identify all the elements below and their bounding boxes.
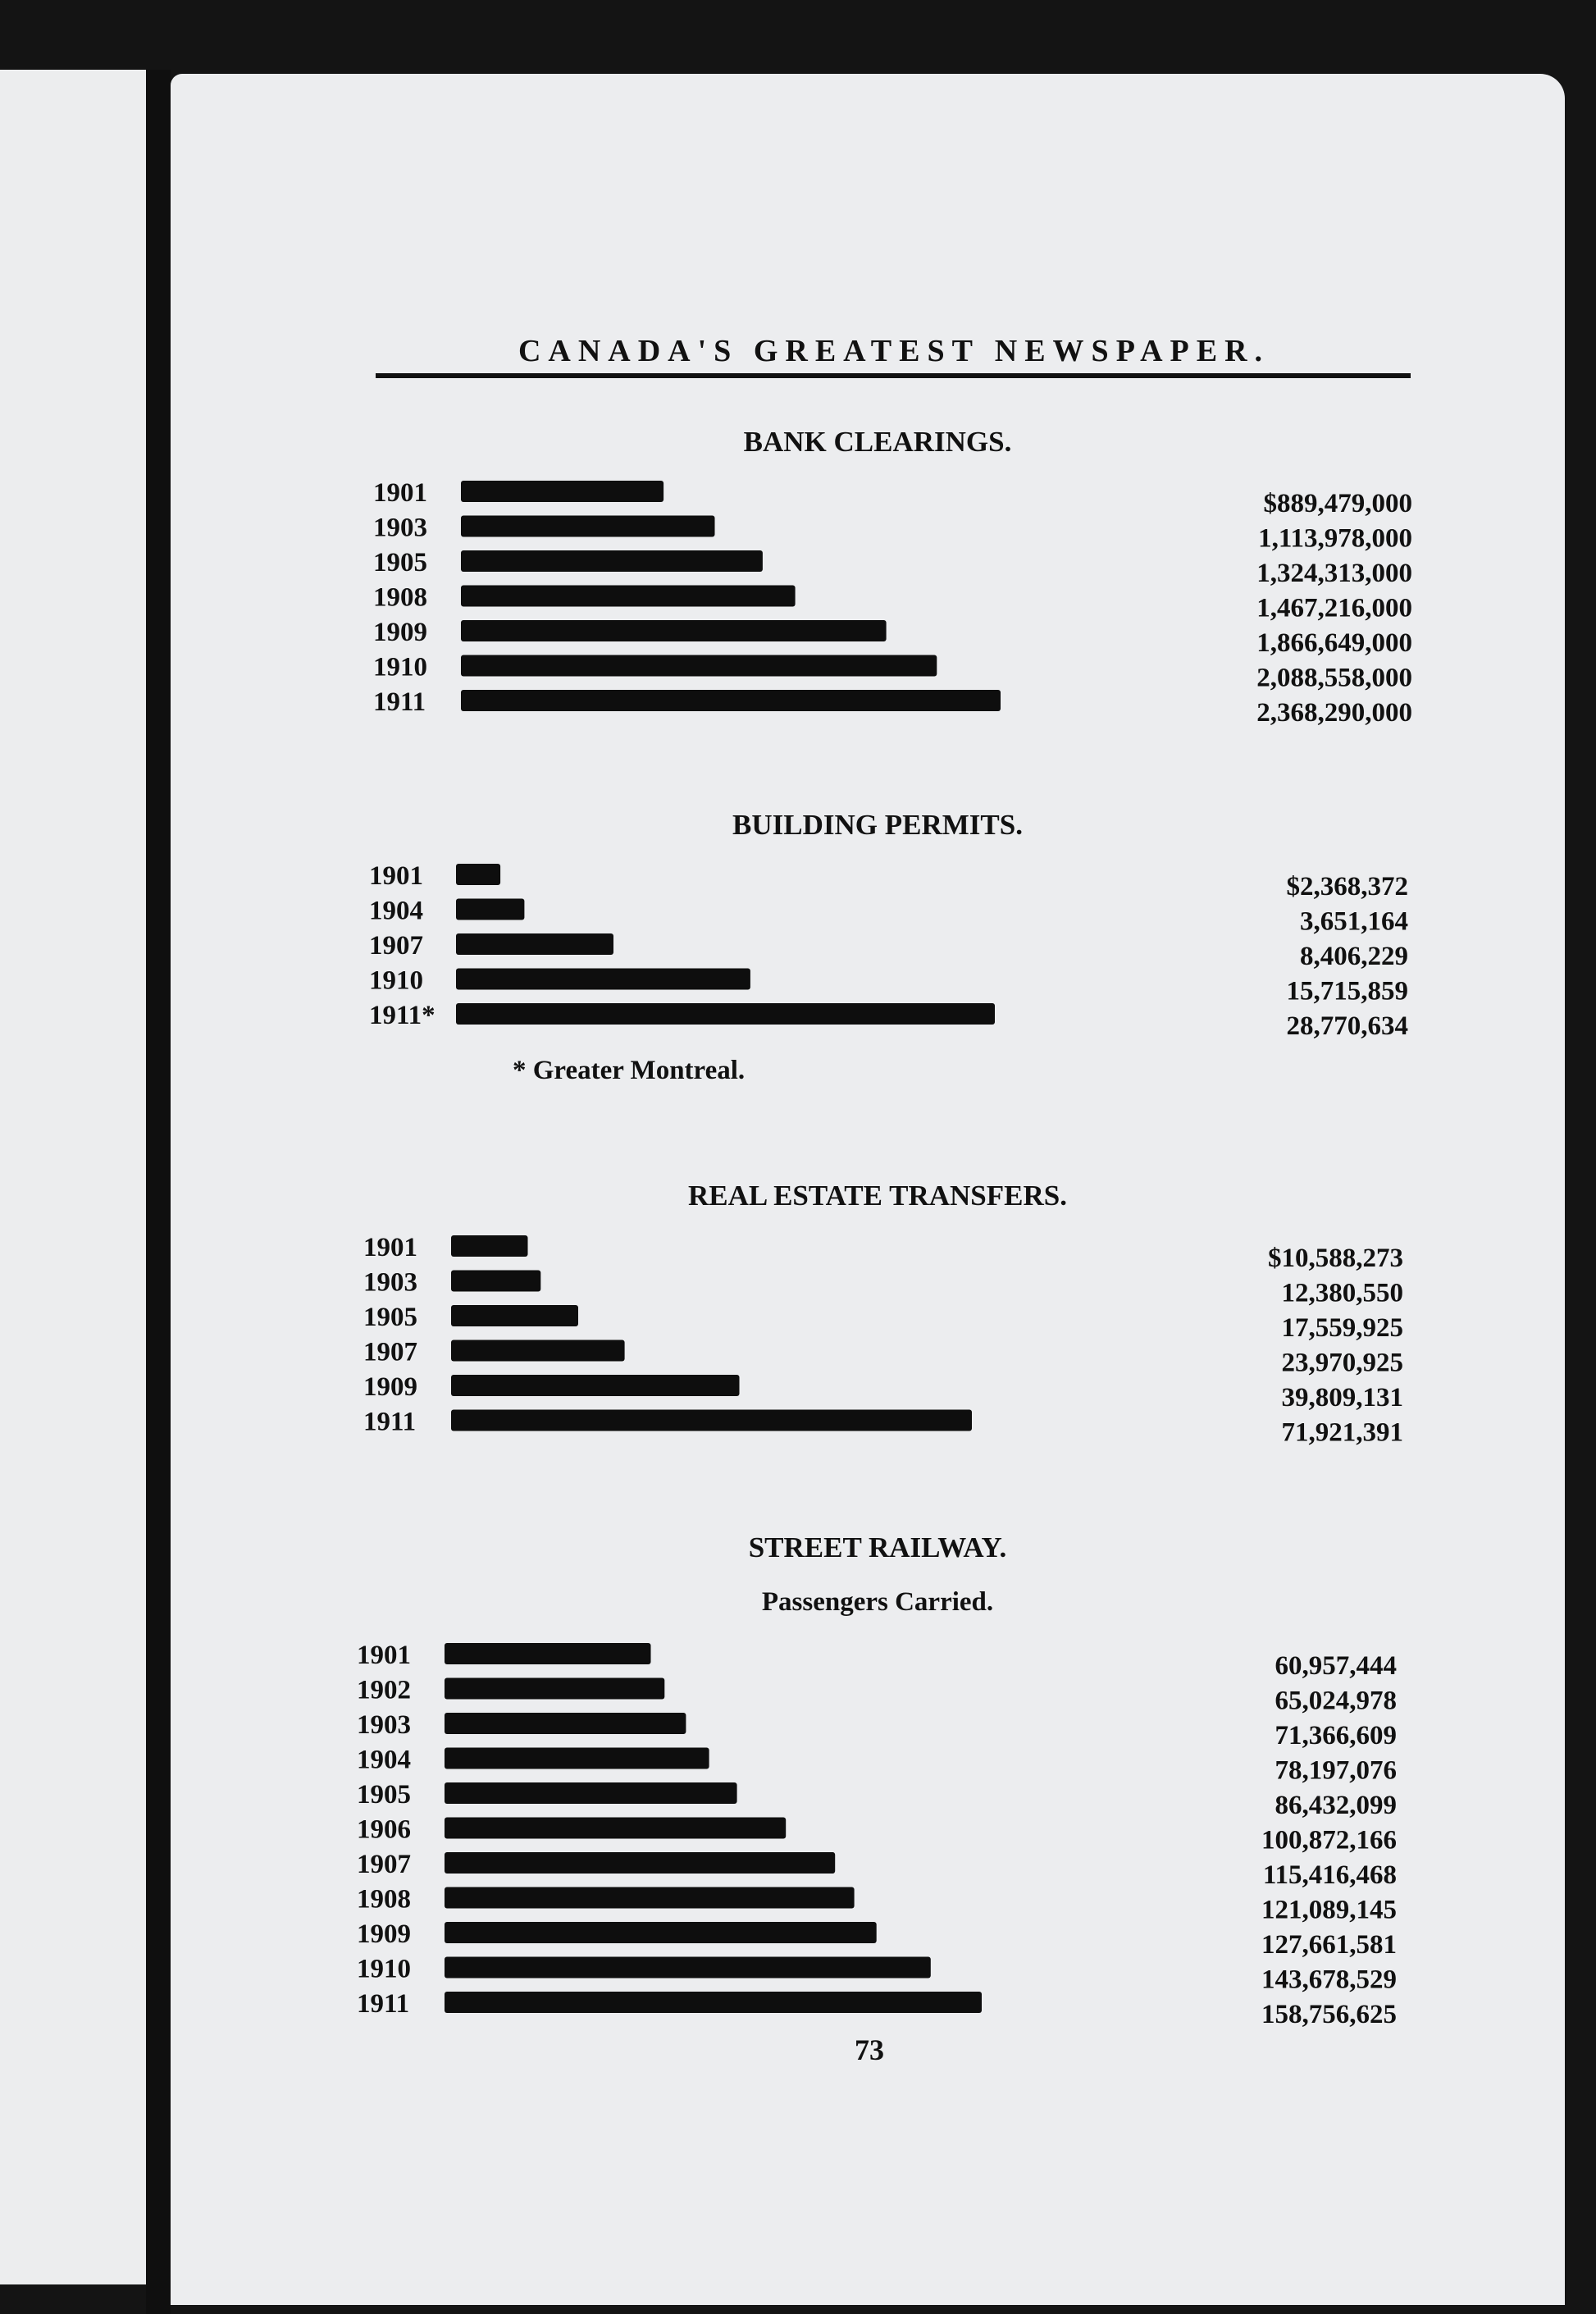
category-label: 1910	[369, 965, 423, 996]
category-label: 1908	[357, 1884, 411, 1915]
value-label: 2,368,290,000	[1256, 698, 1412, 728]
value-label: 158,756,625	[1261, 2000, 1397, 2029]
value-label: 15,715,859	[1286, 976, 1408, 1006]
category-label: 1903	[363, 1267, 417, 1298]
bar	[445, 1748, 709, 1769]
bar	[445, 1992, 982, 2013]
category-label: 1903	[373, 513, 427, 543]
chart-title: REAL ESTATE TRANSFERS.	[688, 1180, 1067, 1212]
category-label: 1904	[369, 896, 423, 926]
value-label: 1,324,313,000	[1256, 559, 1412, 588]
value-label: 1,113,978,000	[1258, 523, 1412, 554]
bar	[445, 1713, 686, 1734]
category-label: 1905	[363, 1303, 417, 1332]
value-label: 121,089,145	[1261, 1895, 1397, 1925]
category-label: 1911	[357, 1989, 410, 2019]
value-label: 86,432,099	[1275, 1791, 1397, 1820]
category-label: 1904	[357, 1745, 411, 1775]
value-label: $2,368,372	[1286, 872, 1408, 901]
chart-title: BUILDING PERMITS.	[732, 809, 1023, 841]
value-label: 39,809,131	[1281, 1383, 1403, 1413]
category-label: 1910	[357, 1954, 411, 1984]
category-label: 1901	[363, 1233, 417, 1262]
value-label: 100,872,166	[1261, 1825, 1397, 1855]
value-label: 71,921,391	[1281, 1417, 1403, 1448]
bar	[445, 1818, 786, 1839]
category-label: 1903	[357, 1710, 411, 1740]
value-label: 60,957,444	[1275, 1651, 1397, 1681]
value-label: 8,406,229	[1300, 942, 1408, 971]
page-number: 73	[855, 2033, 884, 2066]
bar	[445, 1887, 855, 1909]
category-label: 1907	[363, 1337, 417, 1367]
chart-subtitle: Passengers Carried.	[761, 1587, 994, 1617]
category-label: 1901	[357, 1641, 411, 1670]
category-label: 1909	[357, 1919, 411, 1949]
bar	[445, 1643, 651, 1664]
category-label: 1907	[369, 931, 423, 961]
value-label: 127,661,581	[1261, 1930, 1397, 1960]
bar	[445, 1782, 737, 1804]
category-label: 1909	[373, 618, 427, 647]
category-label: 1906	[357, 1814, 411, 1845]
value-label: 2,088,558,000	[1256, 663, 1412, 693]
bar	[445, 1852, 835, 1874]
value-label: $889,479,000	[1263, 489, 1412, 518]
value-label: 12,380,550	[1281, 1278, 1403, 1308]
value-label: 1,866,649,000	[1256, 628, 1412, 658]
value-label: 143,678,529	[1261, 1965, 1397, 1995]
running-head: CANADA'S GREATEST NEWSPAPER.	[518, 334, 1270, 368]
footnote: * Greater Montreal.	[513, 1056, 746, 1085]
category-label: 1901	[369, 861, 423, 891]
value-label: 3,651,164	[1300, 906, 1408, 937]
chart-title: STREET RAILWAY.	[748, 1531, 1007, 1563]
category-label: 1911	[363, 1407, 417, 1437]
chart-title: BANK CLEARINGS.	[743, 426, 1012, 458]
bar	[445, 1678, 664, 1700]
category-label: 1908	[373, 582, 427, 613]
category-label: 1909	[363, 1372, 417, 1402]
bar	[445, 1957, 931, 1979]
value-label: 71,366,609	[1275, 1721, 1397, 1750]
category-label: 1905	[357, 1780, 411, 1810]
value-label: 17,559,925	[1281, 1313, 1403, 1343]
category-label: 1911*	[369, 1001, 435, 1030]
category-label: 1905	[373, 548, 427, 577]
value-label: 78,197,076	[1275, 1755, 1397, 1786]
category-label: 1911	[373, 687, 426, 717]
category-label: 1910	[373, 652, 427, 682]
bar	[445, 1922, 877, 1943]
category-label: 1907	[357, 1850, 411, 1879]
category-label: 1902	[357, 1675, 411, 1705]
category-label: 1901	[373, 478, 427, 508]
value-label: $10,588,273	[1268, 1244, 1403, 1273]
value-label: 115,416,468	[1262, 1860, 1397, 1890]
value-label: 23,970,925	[1281, 1348, 1403, 1378]
value-label: 65,024,978	[1275, 1686, 1397, 1716]
value-label: 1,467,216,000	[1256, 593, 1412, 623]
value-label: 28,770,634	[1286, 1011, 1408, 1041]
